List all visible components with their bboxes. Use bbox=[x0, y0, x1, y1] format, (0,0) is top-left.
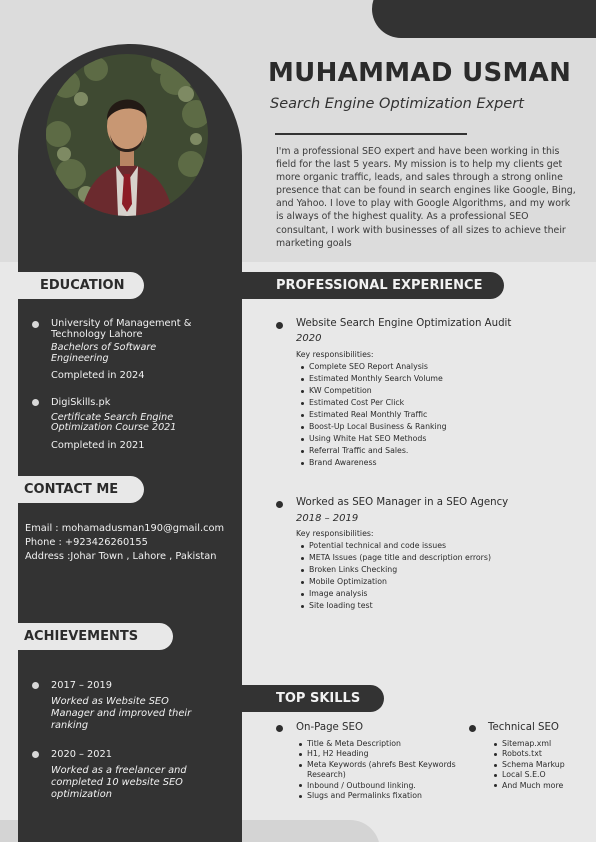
education-heading: EDUCATION bbox=[18, 272, 144, 299]
job-title: Website Search Engine Optimization Audit bbox=[296, 318, 512, 329]
list-item: Potential technical and code issues bbox=[309, 540, 491, 552]
decorative-shape-top-right bbox=[372, 0, 596, 38]
achievement-desc: Worked as a freelancer and completed 10 website SEO optimization bbox=[51, 765, 187, 800]
bullet-icon bbox=[32, 751, 39, 758]
list-item: Using White Hat SEO Methods bbox=[309, 433, 447, 445]
bullet-icon bbox=[32, 399, 39, 406]
skill-list bbox=[502, 739, 592, 791]
achievement-item bbox=[51, 680, 221, 732]
skills-heading: TOP SKILLS bbox=[242, 685, 384, 712]
education-completed: Completed in 2021 bbox=[51, 439, 145, 451]
bullet-icon bbox=[469, 725, 476, 732]
contact-email: Email : mohamadusman190@gmail.com bbox=[25, 523, 225, 534]
profile-photo bbox=[46, 54, 208, 216]
skill-group-title: On-Page SEO bbox=[296, 722, 363, 733]
list-item: Site loading test bbox=[309, 600, 491, 612]
list-item: Broken Links Checking bbox=[309, 564, 491, 576]
list-item: Image analysis bbox=[309, 588, 491, 600]
list-item: Meta Keywords (ahrefs Best Keywords Research) bbox=[307, 759, 456, 780]
job-date: 2020 bbox=[296, 333, 322, 344]
list-item: Local S.E.O bbox=[502, 770, 592, 780]
list-item: Mobile Optimization bbox=[309, 576, 491, 588]
bullet-icon bbox=[32, 682, 39, 689]
list-item: Schema Markup bbox=[502, 760, 592, 770]
responsibilities-list bbox=[309, 540, 491, 612]
list-item: Complete SEO Report Analysis bbox=[309, 361, 447, 373]
candidate-name: MUHAMMAD USMAN bbox=[268, 58, 572, 88]
job-title: Worked as SEO Manager in a SEO Agency bbox=[296, 497, 509, 508]
list-item: And Much more bbox=[502, 781, 592, 791]
achievement-desc: Worked as Website SEO Manager and improved their ranking bbox=[51, 696, 192, 731]
skill-list bbox=[307, 739, 457, 801]
achievement-years: 2020 – 2021 bbox=[51, 749, 112, 760]
candidate-role: Search Engine Optimization Expert bbox=[270, 96, 524, 112]
list-item: Estimated Cost Per Click bbox=[309, 397, 447, 409]
contact-heading: CONTACT ME bbox=[18, 476, 144, 503]
education-degree: Bachelors of Software Engineering bbox=[51, 342, 157, 364]
list-item: Brand Awareness bbox=[309, 457, 447, 469]
achievements-heading: ACHIEVEMENTS bbox=[18, 623, 173, 650]
list-item: Slugs and Permalinks fixation bbox=[307, 791, 457, 801]
education-school: University of Management & Technology Lahore bbox=[51, 318, 192, 340]
education-completed: Completed in 2024 bbox=[51, 370, 145, 381]
bullet-icon bbox=[276, 725, 283, 732]
achievement-item bbox=[51, 749, 221, 801]
list-item: H1, H2 Heading bbox=[307, 749, 457, 759]
list-item: Sitemap.xml bbox=[502, 739, 592, 749]
list-item: META Issues (page title and description errors) bbox=[309, 553, 491, 562]
list-item: Inbound / Outbound linking. bbox=[307, 781, 457, 791]
education-item bbox=[51, 397, 231, 451]
contact-address: Address :Johar Town , Lahore , Pakistan bbox=[25, 550, 217, 562]
education-school: DigiSkills.pk bbox=[51, 397, 111, 408]
experience-heading: PROFESSIONAL EXPERIENCE bbox=[242, 272, 504, 299]
education-item bbox=[51, 319, 231, 381]
job-date: 2018 – 2019 bbox=[296, 513, 359, 524]
list-item: KW Competition bbox=[309, 385, 447, 397]
responsibilities-label: Key responsibilities: bbox=[296, 350, 374, 359]
divider bbox=[275, 133, 467, 135]
skill-group-title: Technical SEO bbox=[488, 722, 559, 733]
list-item: Estimated Monthly Search Volume bbox=[309, 373, 447, 385]
responsibilities-label: Key responsibilities: bbox=[296, 529, 374, 538]
contact-phone: Phone : +923426260155 bbox=[25, 536, 148, 548]
bullet-icon bbox=[276, 501, 283, 508]
list-item: Boost-Up Local Business & Ranking bbox=[309, 422, 447, 431]
bullet-icon bbox=[276, 322, 283, 329]
education-degree: Certificate Search Engine Optimization Course 2021 bbox=[51, 412, 177, 434]
list-item: Robots.txt bbox=[502, 749, 592, 759]
list-item: Referral Traffic and Sales. bbox=[309, 445, 447, 457]
list-item: Title & Meta Description bbox=[307, 739, 457, 749]
list-item: Estimated Real Monthly Traffic bbox=[309, 409, 447, 421]
contact-details bbox=[25, 522, 224, 563]
bullet-icon bbox=[32, 321, 39, 328]
responsibilities-list bbox=[309, 361, 447, 469]
achievement-years: 2017 – 2019 bbox=[51, 680, 112, 691]
profile-summary: I'm a professional SEO expert and have been working in this field for the last 5 years. My mission is to help my clients get more organic traffic, leads, and sales through a strong online presence that can be found in search engines like Google, Bing, and Yahoo. I love to play with Google Algorithms, and my work is always of the highest quality. As a professional SEO consultant, I work with businesses of all sizes to achieve their marketing goals bbox=[276, 146, 576, 249]
